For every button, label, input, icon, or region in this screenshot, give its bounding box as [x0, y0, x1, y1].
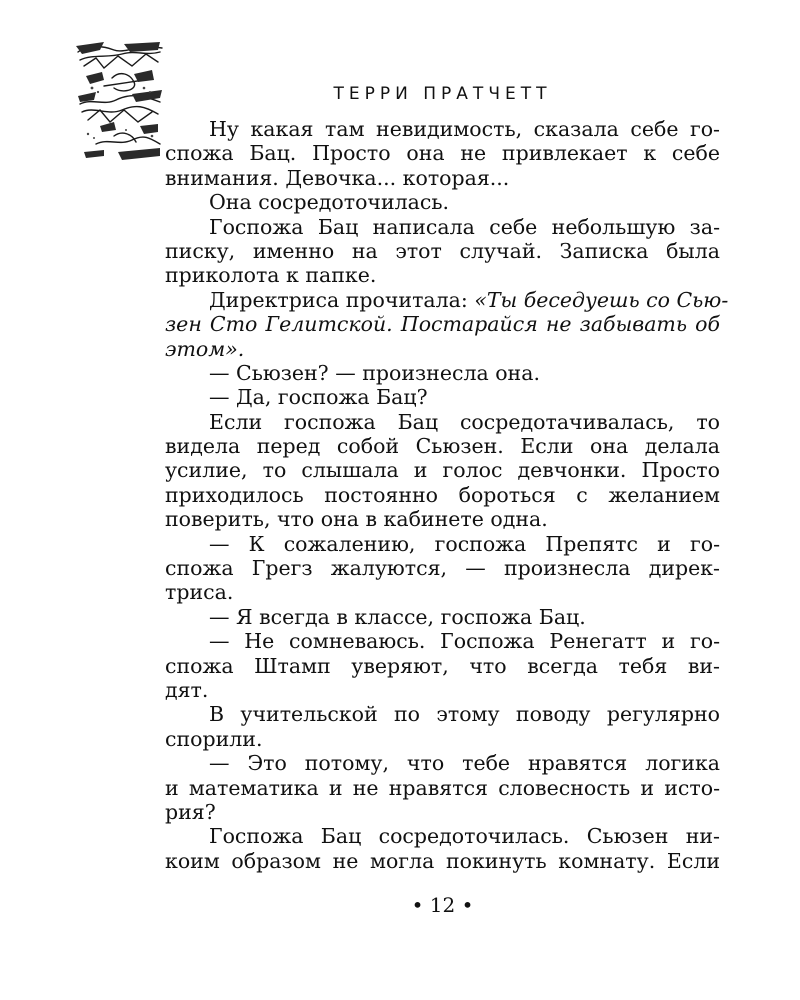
- text-line: Если госпожа Бац сосредотачивалась, то: [209, 409, 720, 434]
- text-line: триса.: [165, 580, 234, 605]
- text-line: — Не сомневаюсь. Госпожа Ренегатт и го-: [209, 629, 720, 654]
- text-line: Госпожа Бац сосредоточилась. Сьюзен ни-: [209, 824, 720, 849]
- text-line: спожа Грегз жалуются, — произнесла дирек-: [165, 556, 720, 581]
- text-line: — Да, госпожа Бац?: [209, 385, 428, 410]
- text-line: спожа Бац. Просто она не привлекает к себе: [165, 141, 720, 166]
- text-line: зен Сто Гелитской. Постарайся не забывать об: [165, 312, 720, 337]
- text-line: рия?: [165, 799, 216, 824]
- text-line: спорили.: [165, 726, 263, 751]
- text-line: приколота к папке.: [165, 263, 377, 288]
- page-number: • 12 •: [411, 893, 474, 917]
- text-line: писку, именно на этот случай. Записка была: [165, 238, 720, 263]
- text-line: и математика и не нравятся словесность и исто-: [165, 775, 720, 800]
- text-run: Директриса прочитала:: [209, 287, 475, 312]
- text-line: поверить, что она в кабинете одна.: [165, 507, 548, 532]
- body-text: [165, 117, 729, 873]
- text-line: видела перед собой Сьюзен. Если она делала: [165, 434, 720, 459]
- running-head: ТЕРРИ ПРАТЧЕТТ: [333, 84, 552, 104]
- text-line: усилие, то слышала и голос девчонки. Просто: [165, 458, 720, 483]
- text-line: Она сосредоточилась.: [209, 190, 450, 215]
- text-line: Ну какая там невидимость, сказала себе го-: [209, 117, 720, 141]
- text-line: — К сожалению, госпожа Препятс и го-: [209, 531, 720, 556]
- text-line: — Это потому, что тебе нравятся логика: [209, 751, 720, 776]
- text-line: приходилось постоянно бороться с желанием: [165, 482, 720, 507]
- italic-text-run: «Ты беседуешь со Сью-: [474, 287, 729, 312]
- text-line: этом».: [165, 336, 245, 361]
- text-line: — Я всегда в классе, госпожа Бац.: [209, 604, 586, 629]
- engraved-vignette-icon: [74, 40, 166, 165]
- text-line: [165, 287, 729, 312]
- text-line: — Сьюзен? — произнесла она.: [209, 360, 540, 385]
- text-line: спожа Штамп уверяют, что всегда тебя ви-: [165, 653, 720, 678]
- text-line: В учительской по этому поводу регулярно: [209, 702, 720, 727]
- text-line: внимания. Девочка... которая...: [165, 165, 510, 190]
- text-line: Госпожа Бац написала себе небольшую за-: [209, 214, 720, 239]
- text-line: дят.: [165, 677, 209, 702]
- text-line: коим образом не могла покинуть комнату. Если: [165, 848, 720, 873]
